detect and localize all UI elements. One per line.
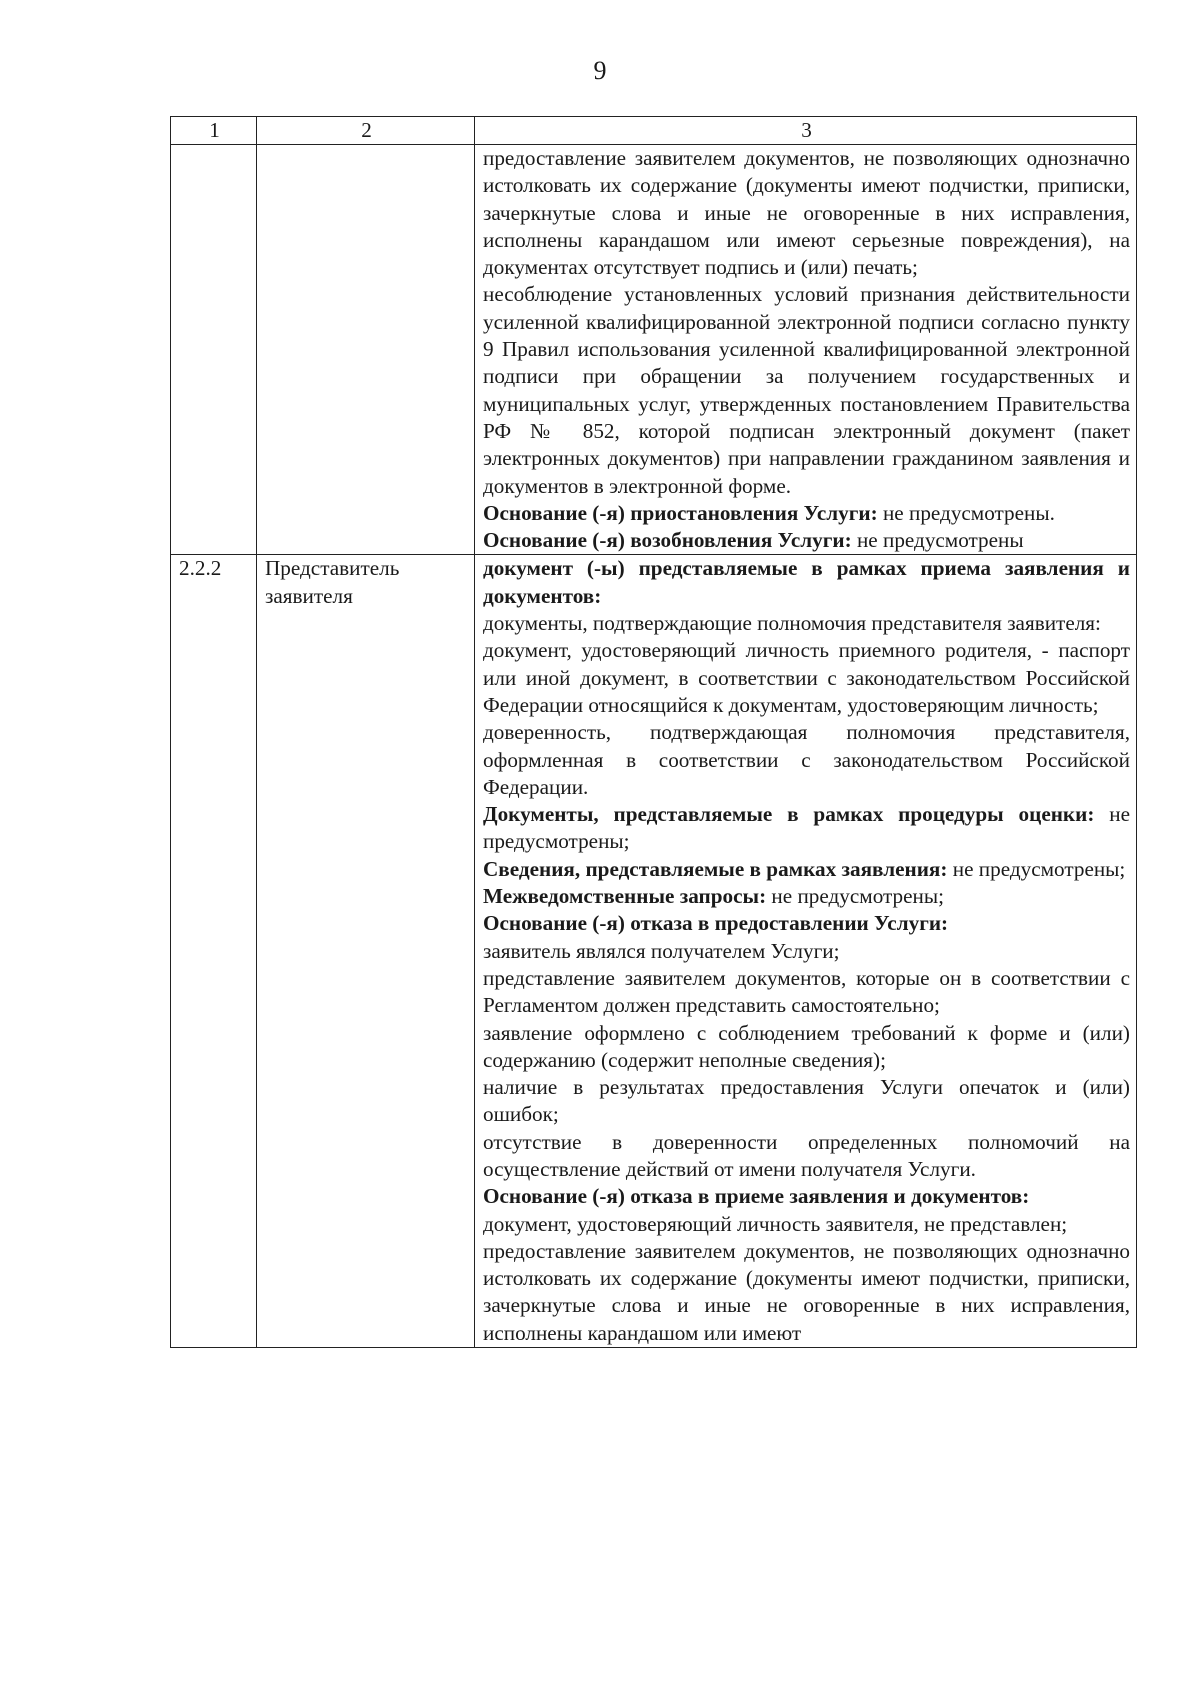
- row-number-cell: [171, 145, 257, 555]
- regulation-table: [170, 116, 1137, 1348]
- paragraph-text: не предусмотрены;: [766, 884, 944, 909]
- paragraph: [483, 1211, 1130, 1238]
- paragraph: [483, 637, 1130, 719]
- header-col-2: 2: [257, 117, 475, 145]
- paragraph: [483, 1238, 1130, 1347]
- paragraph: [483, 910, 1130, 937]
- header-col-1: 1: [171, 117, 257, 145]
- row-number-cell: 2.2.2: [171, 555, 257, 1348]
- paragraph: [483, 856, 1130, 883]
- paragraph: [483, 610, 1130, 637]
- paragraph-text: не предусмотрены;: [947, 856, 1126, 881]
- paragraph-text: документ, удостоверяющий личность заявителя, не представлен;: [483, 1211, 1068, 1236]
- paragraph-text: наличие в результатах предоставления Услуги опечаток и (или) ошибок;: [483, 1075, 1130, 1127]
- row-name-cell: [257, 145, 475, 555]
- bold-label: Основание (-я) приостановления Услуги:: [483, 500, 878, 525]
- paragraph-text: не предусмотрены;: [483, 802, 1130, 854]
- paragraph: [483, 938, 1130, 965]
- paragraph: [483, 1183, 1130, 1210]
- page-number: 9: [593, 56, 607, 85]
- paragraph-text: предоставление заявителем документов, не позволяющих однозначно истолковать их содержание (документы имеют подчистки, приписки, зачеркнутые слова и иные не оговоренные в них исправления, исполнены карандашом или имеют: [483, 1238, 1130, 1345]
- paragraph-text: предоставление заявителем документов, не позволяющих однозначно истолковать их содержание (документы имеют подчистки, приписки, зачеркнутые слова и иные не оговоренные в них исправления, исполнены карандашом или имеют серьезные повреждения), на документах отсутствует подпись и (или) печать;: [483, 146, 1130, 280]
- bold-label: Основание (-я) возобновления Услуги:: [483, 528, 852, 553]
- bold-label: Основание (-я) отказа в приеме заявления и документов:: [483, 1184, 1030, 1209]
- row-name-cell: Представитель заявителя: [257, 555, 475, 1348]
- paragraph-text: не предусмотрены.: [877, 500, 1055, 525]
- paragraph: [483, 801, 1130, 856]
- paragraph: [483, 1020, 1130, 1075]
- paragraph: [483, 965, 1130, 1020]
- paragraph: [483, 1074, 1130, 1129]
- paragraph: [483, 145, 1130, 281]
- table-header-row: [171, 117, 1137, 145]
- row-content-cell: [475, 555, 1137, 1348]
- paragraph: [483, 527, 1130, 554]
- bold-label: Межведомственные запросы:: [483, 884, 767, 909]
- table-row: [171, 555, 1137, 1348]
- bold-label: Основание (-я) отказа в предоставлении Услуги:: [483, 911, 949, 936]
- paragraph-text: документ, удостоверяющий личность приемного родителя, - паспорт или иной документ, в соответствии с законодательством Российской Федерации относящийся к документам, удостоверяющим личность;: [483, 638, 1130, 717]
- paragraph-text: представление заявителем документов, которые он в соответствии с Регламентом должен представить самостоятельно;: [483, 965, 1130, 1018]
- paragraph-text: заявитель являлся получателем Услуги;: [483, 938, 840, 963]
- paragraph: [483, 281, 1130, 499]
- paragraph-text: не предусмотрены: [851, 528, 1024, 553]
- paragraph: [483, 500, 1130, 527]
- paragraph-text: несоблюдение установленных условий признания действительности усиленной квалифицированной электронной подписи согласно пункту 9 Правил использования усиленной квалифицированной электронной подписи при обращении за получением государственных и муниципальных услуг, утвержденных постановлением Правительства РФ № 852, которой подписан электронный документ (пакет электронных документов) при направлении гражданином заявления и документов в электронной форме.: [483, 282, 1130, 498]
- paragraph: [483, 883, 1130, 910]
- row-content-cell: [475, 145, 1137, 555]
- bold-label: документ (-ы) представляемые в рамках приема заявления и документов:: [483, 556, 1130, 608]
- bold-label: Сведения, представляемые в рамках заявления:: [483, 856, 948, 881]
- table-row-continued: [171, 145, 1137, 555]
- paragraph: [483, 555, 1130, 610]
- paragraph-text: заявление оформлено с соблюдением требований к форме и (или) содержанию (содержит неполные сведения);: [483, 1020, 1130, 1072]
- paragraph-text: доверенность, подтверждающая полномочия представителя, оформленная в соответствии с законодательством Российской Федерации.: [483, 720, 1130, 799]
- paragraph: [483, 719, 1130, 801]
- paragraph: [483, 1129, 1130, 1184]
- header-col-3: 3: [475, 117, 1137, 145]
- paragraph-text: отсутствие в доверенности определенных полномочий на осуществление действий от имени получателя Услуги.: [483, 1129, 1130, 1181]
- paragraph-text: документы, подтверждающие полномочия представителя заявителя:: [483, 611, 1101, 636]
- bold-label: Документы, представляемые в рамках процедуры оценки:: [483, 802, 1095, 827]
